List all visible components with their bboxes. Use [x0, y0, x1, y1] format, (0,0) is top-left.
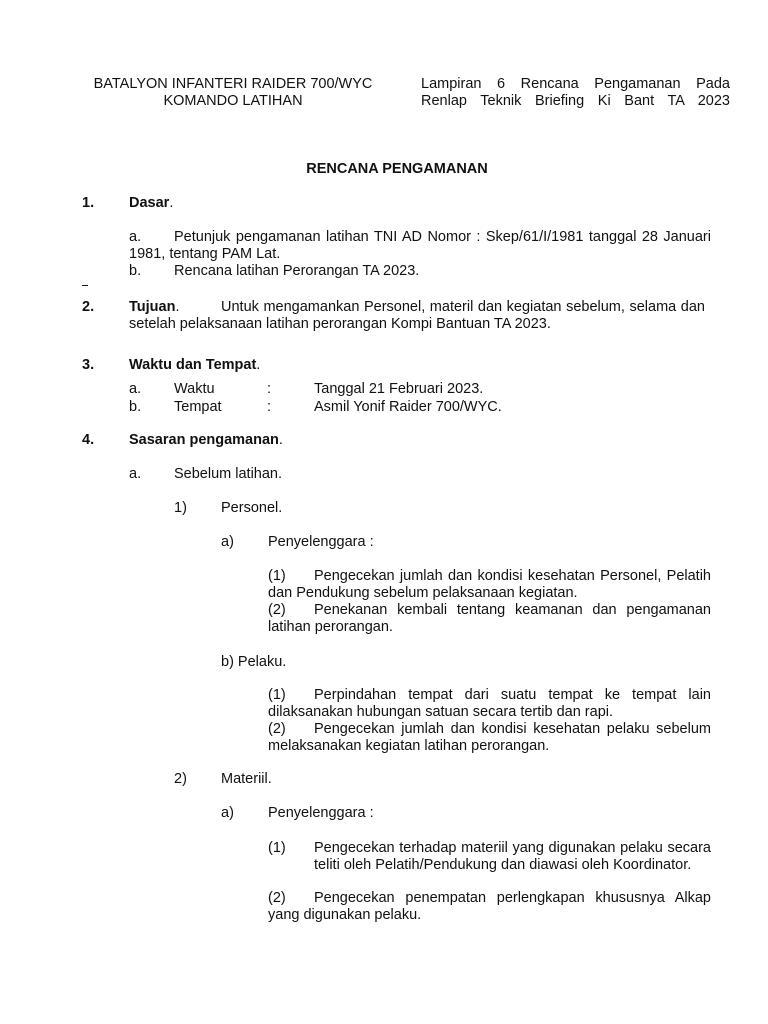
section-3a-value: Tanggal 21 Februari 2023.	[314, 381, 484, 397]
command-name: KOMANDO LATIHAN	[163, 93, 303, 109]
item-2a-label: a)	[221, 805, 234, 821]
item-2a-text: Penyelenggara :	[268, 805, 374, 821]
item-1-text: Personel.	[221, 500, 283, 516]
section-4a-label: a.	[129, 466, 142, 482]
stray-mark	[82, 285, 88, 286]
item-1b-2-label: (2)	[268, 721, 286, 737]
document-title: RENCANA PENGAMANAN	[306, 161, 488, 177]
item-1a-text: Penyelenggara :	[268, 534, 374, 550]
attachment-line-1: Lampiran 6 Rencana Pengamanan Pada	[421, 76, 730, 92]
item-2-text: Materiil.	[221, 771, 272, 787]
section-3b-label: b.	[129, 399, 142, 415]
section-2-heading: Tujuan.	[129, 299, 180, 315]
section-3a-separator: :	[267, 381, 272, 397]
item-1b-text: b) Pelaku.	[221, 654, 287, 670]
item-1a-label: a)	[221, 534, 234, 550]
attachment-line-2: Renlap Teknik Briefing Ki Bant TA 2023	[421, 93, 730, 109]
section-1-heading: Dasar.	[129, 195, 174, 211]
item-1a-1-text: Pengecekan jumlah dan kondisi kesehatan Personel, Pelatih dan Pendukung sebelum pelaksanaan kegiatan.	[268, 568, 711, 601]
item-2a-2-text: Pengecekan penempatan perlengkapan khususnya Alkap yang digunakan pelaku.	[268, 890, 711, 923]
item-1b-2-text: Pengecekan jumlah dan kondisi kesehatan pelaku sebelum melaksanakan kegiatan latihan perorangan.	[268, 721, 711, 754]
section-1b-label: b.	[129, 263, 142, 279]
section-1a-label: a.	[129, 229, 142, 245]
section-3a-label: a.	[129, 381, 142, 397]
section-4a-text: Sebelum latihan.	[174, 466, 283, 482]
item-1b-1-label: (1)	[268, 687, 286, 703]
item-2a-1-label: (1)	[268, 840, 286, 856]
section-1-number: 1.	[82, 195, 95, 211]
section-1b-text: Rencana latihan Perorangan TA 2023.	[174, 263, 420, 279]
section-3b-value: Asmil Yonif Raider 700/WYC.	[314, 399, 502, 415]
item-1-label: 1)	[174, 500, 187, 516]
section-2-number: 2.	[82, 299, 95, 315]
section-3-number: 3.	[82, 357, 95, 373]
section-2-text: Untuk mengamankan Personel, materil dan kegiatan sebelum, selama dan setelah pelaksanaan latihan perorangan Kompi Bantuan TA 2023.	[129, 299, 705, 332]
item-1b-1-text: Perpindahan tempat dari suatu tempat ke tempat lain dilaksanakan hubungan satuan secara tertib dan rapi.	[268, 687, 711, 720]
item-2a-1-text: Pengecekan terhadap materiil yang digunakan pelaku secara teliti oleh Pelatih/Pendukung dan diawasi oleh Koordinator.	[314, 840, 711, 873]
section-3b-separator: :	[267, 399, 272, 415]
item-1a-2-label: (2)	[268, 602, 286, 618]
item-1a-1-label: (1)	[268, 568, 286, 584]
section-4-heading: Sasaran pengamanan.	[129, 432, 283, 448]
section-4-number: 4.	[82, 432, 95, 448]
unit-name: BATALYON INFANTERI RAIDER 700/WYC	[93, 76, 373, 92]
item-2a-2-label: (2)	[268, 890, 286, 906]
section-3a-key: Waktu	[174, 381, 215, 397]
item-2-label: 2)	[174, 771, 187, 787]
section-1a-text: Petunjuk pengamanan latihan TNI AD Nomor : Skep/61/I/1981 tanggal 28 Januari 1981, tentang PAM Lat.	[129, 229, 711, 262]
item-1a-2-text: Penekanan kembali tentang keamanan dan pengamanan latihan perorangan.	[268, 602, 711, 635]
section-3b-key: Tempat	[174, 399, 222, 415]
section-3-heading: Waktu dan Tempat.	[129, 357, 261, 373]
